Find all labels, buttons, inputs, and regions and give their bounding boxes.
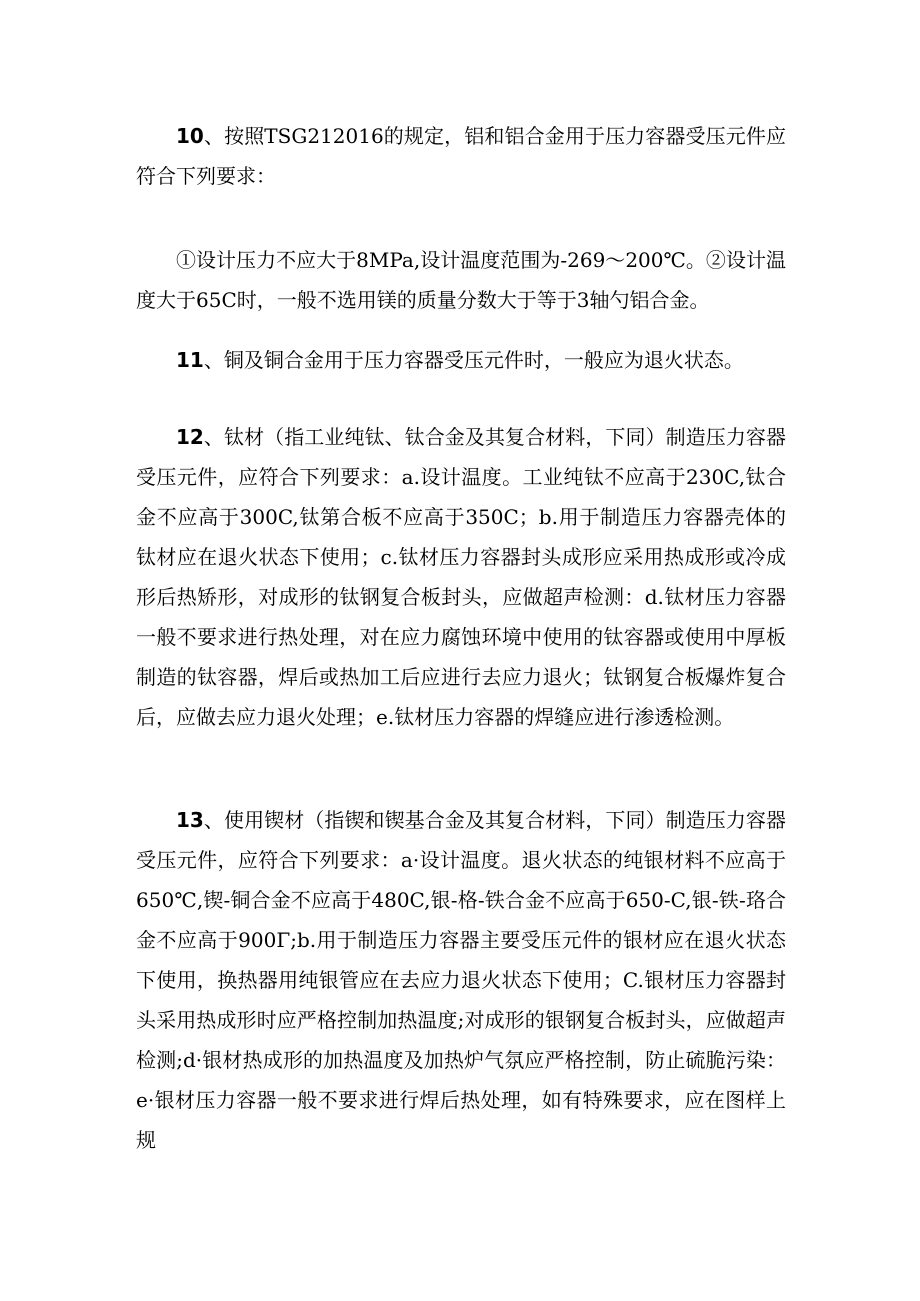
paragraph-text: 、使用锲材（指锲和锲基合金及其复合材料，下同）制造压力容器受压元件，应符合下列要求：a·设计温度。退火状态的纯银材料不应高于650℃,锲-铜合金不应高于480C,银-格-铁合金不应高于650-C,银-铁-珞合金不应高于900Γ;b.用于制造压力容器主要受压元件的银材应在退火状态下使用，换热器用纯银管应在去应力退火状态下使用；C.银材压力容器封头采用热成形时应严格控制加热温度;对成形的银钢复合板封头，应做超声检测;d·银材热成形的加热温度及加热炉气氛应严格控制，防止硫脆污染：e·银材压力容器一般不要求进行焊后热处理，如有特殊要求，应在图样上规 xyxy=(136,808,786,1152)
paragraph-text: 、按照TSG212016的规定，铝和铝合金用于压力容器受压元件应符合下列要求： xyxy=(136,124,786,188)
paragraph-text: ①设计压力不应大于8MPa,设计温度范围为-269～200℃。②设计温度大于65C时，一般不选用镁的质量分数大于等于3轴勺铝合金。 xyxy=(136,248,786,312)
paragraph-text: 、钛材（指工业纯钛、钛合金及其复合材料，下同）制造压力容器受压元件，应符合下列要求：a.设计温度。工业纯钛不应高于230C,钛合金不应高于300C,钛第合板不应高于350C；b.用于制造压力容器壳体的钛材应在退火状态下使用；c.钛材压力容器封头成形应采用热成形或冷成形后热矫形，对成形的钛钢复合板封头，应做超声检测：d.钛材压力容器一般不要求进行热处理，对在应力腐蚀环境中使用的钛容器或使用中厚板制造的钛容器，焊后或热加工后应进行去应力退火；钛钢复合板爆炸复合后，应做去应力退火处理；e.钛材压力容器的焊缝应进行渗透检测。 xyxy=(136,425,786,729)
paragraph-number: 11 xyxy=(176,348,204,372)
paragraph-10 xyxy=(136,116,786,196)
paragraph-12 xyxy=(136,417,786,737)
paragraph-10-items xyxy=(136,240,786,320)
paragraph-number: 12 xyxy=(176,425,204,449)
paragraph-text: 、铜及铜合金用于压力容器受压元件时，一般应为退火状态。 xyxy=(203,348,744,372)
paragraph-11 xyxy=(136,340,786,380)
paragraph-number: 10 xyxy=(176,124,204,148)
paragraph-number: 13 xyxy=(176,808,204,832)
paragraph-13 xyxy=(136,800,786,1160)
